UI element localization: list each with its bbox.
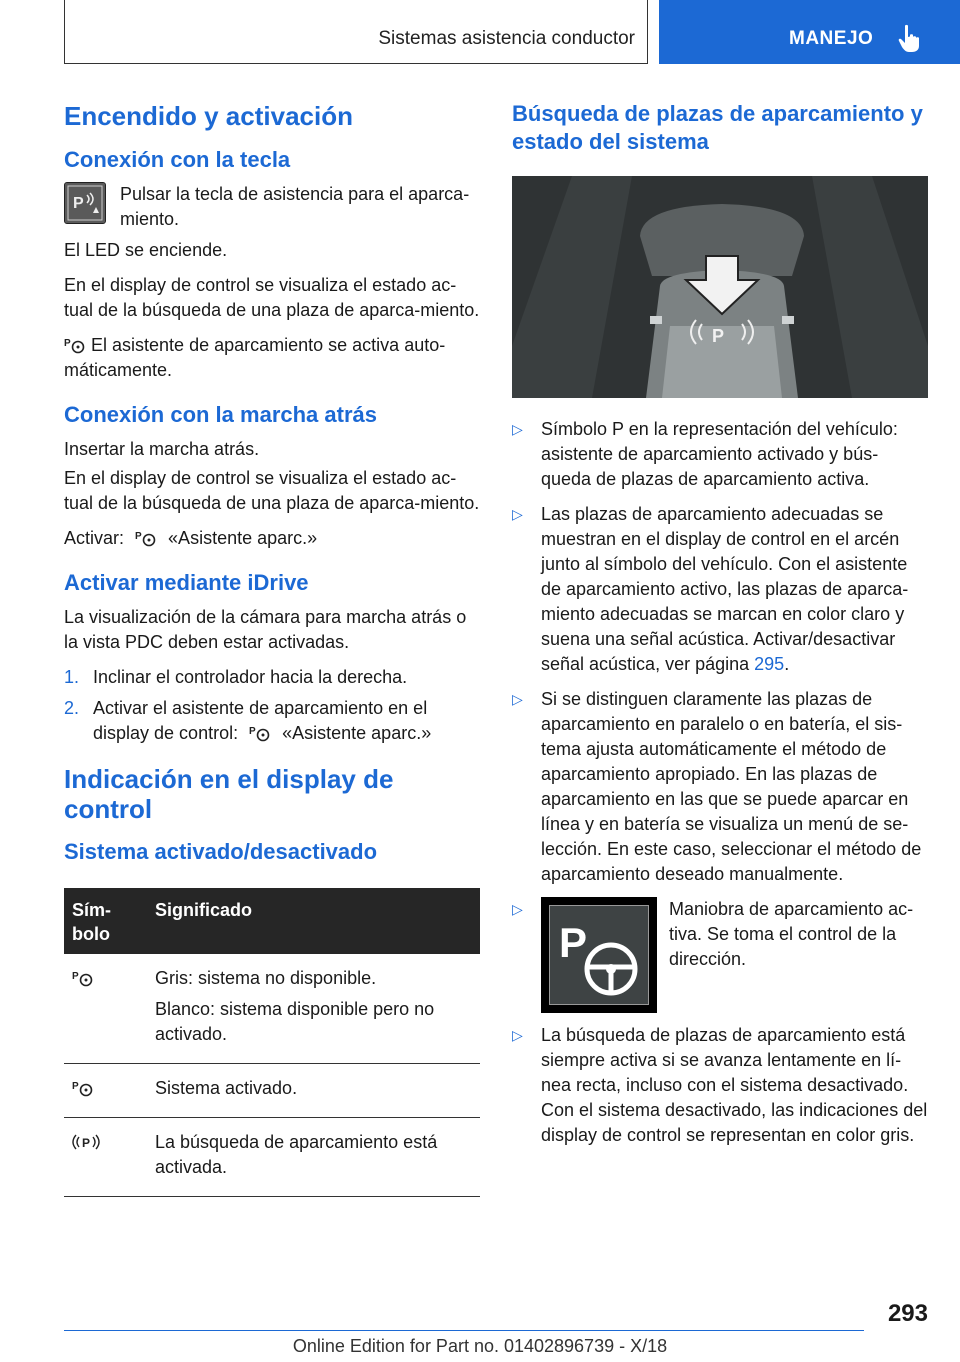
step-text: Inclinar el controlador hacia la derecha. <box>93 667 408 687</box>
table-row <box>64 1064 480 1118</box>
step-number: 2. <box>64 698 80 718</box>
parking-maneuver-image <box>541 897 657 1013</box>
page-number: 293 <box>887 1300 928 1327</box>
list-item <box>512 502 928 677</box>
parking-steering-icon <box>64 336 86 354</box>
svg-text:P: P <box>72 971 79 982</box>
svg-text:P: P <box>712 326 725 346</box>
header-section-title: Sistemas asistencia conductor <box>378 28 635 49</box>
step-body <box>93 696 480 746</box>
parking-assist-key-icon <box>64 182 106 224</box>
activar-label: Activar: <box>64 528 125 548</box>
table-cell-symbol <box>64 954 147 1064</box>
svg-text:P: P <box>559 919 588 966</box>
table-text: Gris: sistema no disponible. <box>155 968 377 988</box>
list-item <box>64 665 480 690</box>
bullet-triangle-icon: ▷ <box>512 1027 523 1043</box>
idrive-text: La visualización de la cámara para marcha atrás o la vista PDC deben estar activadas. <box>64 607 467 652</box>
bullet-text: La búsqueda de plazas de aparcamiento está siempre activa si se avanza lentamente en lí‐nea recta, incluso con el sistema desactivado. Con el sistema desactivado, las indicaciones del display de control se representan en color gris. <box>541 1025 928 1145</box>
left-column <box>64 100 480 1197</box>
list-item <box>512 417 928 492</box>
maneuver-text: Maniobra de aparcamiento ac‐tiva. Se toma el control de la dirección. <box>669 899 914 969</box>
step-suffix: «Asistente aparc.» <box>282 723 432 743</box>
parking-display-image <box>512 176 928 398</box>
step-number: 1. <box>64 667 80 687</box>
heading-conexion-tecla: Conexión con la tecla <box>64 147 291 172</box>
pointing-hand-icon <box>897 24 923 54</box>
reverse-text-2: En el display de control se visualiza el estado ac‐tual de la búsqueda de una plaza de aparca‐miento. <box>64 468 480 513</box>
header-section-box <box>64 0 648 64</box>
parking-steering-icon <box>135 529 157 547</box>
header-chapter-tab[interactable] <box>659 0 960 64</box>
bullet-triangle-icon: ▷ <box>512 506 523 522</box>
footer-edition: Online Edition for Part no. 01402896739 - X/18 <box>292 1336 668 1356</box>
table-cell-symbol <box>64 1064 147 1118</box>
page-link[interactable]: 295 <box>754 654 785 674</box>
parking-search-icon <box>72 1133 100 1151</box>
heading-sistema-activado: Sistema activado/desactivado <box>64 839 378 864</box>
activar-line <box>64 526 480 551</box>
table-header-symbol: Sím‐bolo <box>64 888 147 954</box>
table-cell-symbol <box>64 1118 147 1197</box>
svg-text:P: P <box>73 195 84 212</box>
heading-indicacion-display: Indicación en el display de control <box>64 764 394 824</box>
bullet-body: Las plazas de aparcamiento adecuadas se muestran en el display de control en el arcén junto al símbolo del vehículo. Con el asistente de aparcamiento activo, las plazas de aparca‐miento adecuadas se marcan en color claro y suena una señal acústica. Activar/desactivar señal acústica, ver página 295. <box>541 504 909 674</box>
svg-text:P: P <box>249 726 256 737</box>
parking-steering-icon <box>249 724 271 742</box>
footer-divider <box>64 1330 864 1331</box>
header-chapter-label: MANEJO <box>789 28 874 49</box>
list-item <box>512 897 928 1013</box>
table-cell-meaning <box>147 954 480 1064</box>
table-cell-meaning <box>147 1118 480 1197</box>
bullet-triangle-icon: ▷ <box>512 421 523 437</box>
steps-list <box>64 665 480 746</box>
parking-steering-icon <box>72 969 94 987</box>
heading-idrive: Activar mediante iDrive <box>64 570 309 595</box>
table-row <box>64 1118 480 1197</box>
bullet-text: Símbolo P en la representación del vehículo: asistente de aparcamiento activado y bús‐queda de plazas de aparcamiento activa. <box>541 419 898 489</box>
info-list <box>512 417 928 1148</box>
table-text: Blanco: sistema disponible pero no activado. <box>155 999 435 1044</box>
heading-encendido: Encendido y activación <box>64 101 353 131</box>
key-instruction <box>64 182 480 232</box>
svg-text:P: P <box>82 1136 91 1150</box>
key-instruction-text: Pulsar la tecla de asistencia para el aparca‐miento. <box>120 184 470 229</box>
list-item <box>512 687 928 887</box>
list-item <box>64 696 480 746</box>
table-header-meaning: Significado <box>147 888 480 954</box>
right-column <box>512 100 928 1158</box>
svg-text:P: P <box>64 338 71 349</box>
auto-activate-text: El asistente de aparcamiento se activa auto‐máticamente. <box>64 335 446 380</box>
table-text: La búsqueda de aparcamiento está activada. <box>155 1132 438 1177</box>
heading-busqueda-plazas: Búsqueda de plazas de aparcamiento y estado del sistema <box>512 101 923 154</box>
bullet-triangle-icon: ▷ <box>512 901 523 917</box>
step-text: Activar el asistente de aparcamiento en el display de control: <box>93 698 428 743</box>
table-cell-meaning <box>147 1064 480 1118</box>
table-text: Sistema activado. <box>155 1078 298 1098</box>
svg-text:P: P <box>135 531 142 542</box>
display-status-text: En el display de control se visualiza el estado ac‐tual de la búsqueda de una plaza de aparca‐miento. <box>64 275 480 320</box>
table-row <box>64 954 480 1064</box>
svg-text:P: P <box>72 1081 79 1092</box>
parking-steering-icon <box>72 1079 94 1097</box>
bullet-text: Si se distinguen claramente las plazas de aparcamiento en paralelo o en batería, el sis‐tema ajusta automáticamente el método de aparcamiento apropiado. En las plazas de aparcamiento en las que se puede aparcar en línea y en batería se visualiza un menú de se‐lección. En este caso, seleccionar el método de aparcamiento deseado manualmente. <box>541 689 922 884</box>
auto-activate-para <box>64 333 480 383</box>
activar-value: «Asistente aparc.» <box>168 528 318 548</box>
symbol-table <box>64 888 480 1197</box>
reverse-text-1: Insertar la marcha atrás. <box>64 439 260 459</box>
bullet-text: Las plazas de aparcamiento adecuadas se muestran en el display de control en el arcén junto al símbolo del vehículo. Con el asistente de aparcamiento activo, las plazas de aparca‐miento adecuadas se marcan en color claro y suena una señal acústica. Activar/desactivar señal acústica, ver página <box>541 504 909 674</box>
parking-maneuver-icon <box>549 905 649 1005</box>
bullet-triangle-icon: ▷ <box>512 691 523 707</box>
heading-marcha-atras: Conexión con la marcha atrás <box>64 402 377 427</box>
list-item <box>512 1023 928 1148</box>
led-text: El LED se enciende. <box>64 240 228 260</box>
